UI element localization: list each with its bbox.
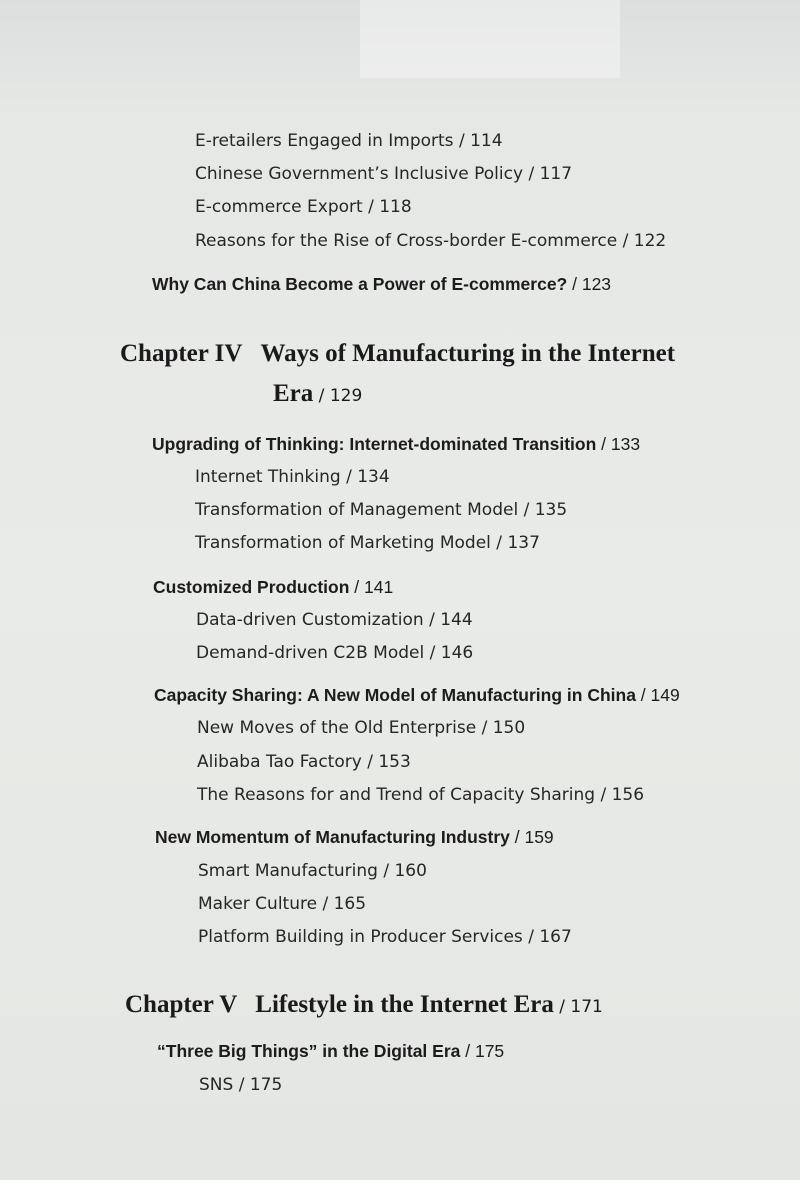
toc-entry: Chinese Government’s Inclusive Policy / 117 <box>195 164 573 184</box>
toc-entry: Smart Manufacturing / 160 <box>198 861 427 881</box>
page-glare <box>360 0 620 78</box>
section-title: Capacity Sharing: A New Model of Manufacturing in China <box>154 685 636 705</box>
chapter-heading-continued <box>273 380 362 408</box>
toc-entry: SNS / 175 <box>199 1075 283 1095</box>
chapter-page: / 171 <box>553 997 603 1017</box>
toc-entry: New Moves of the Old Enterprise / 150 <box>197 718 526 738</box>
section-page: / 123 <box>567 274 612 294</box>
toc-section <box>157 1041 504 1062</box>
chapter-page: / 129 <box>313 386 363 406</box>
toc-entry: Platform Building in Producer Services / 167 <box>198 927 572 947</box>
chapter-heading <box>125 991 603 1019</box>
chapter-title: Ways of Manufacturing in the Internet <box>260 340 676 367</box>
chapter-title: Lifestyle in the Internet Era <box>255 991 554 1018</box>
toc-section <box>152 274 611 295</box>
toc-entry: Internet Thinking / 134 <box>195 467 390 487</box>
section-page: / 175 <box>460 1041 505 1061</box>
chapter-title-continued: Era <box>273 380 314 407</box>
section-page: / 159 <box>509 827 554 847</box>
toc-section <box>153 577 393 598</box>
section-title: Upgrading of Thinking: Internet-dominated Transition <box>152 434 597 454</box>
section-page: / 141 <box>349 577 394 597</box>
toc-entry: Reasons for the Rise of Cross-border E-commerce / 122 <box>195 231 667 251</box>
toc-section <box>155 827 554 848</box>
toc-entry: Data-driven Customization / 144 <box>196 610 473 630</box>
section-title: Why Can China Become a Power of E-commerce? <box>152 274 568 294</box>
toc-section <box>152 434 640 455</box>
chapter-label: Chapter IV <box>120 340 243 367</box>
toc-entry: Transformation of Management Model / 135 <box>195 500 568 520</box>
toc-entry: Maker Culture / 165 <box>198 894 367 914</box>
toc-entry: The Reasons for and Trend of Capacity Sharing / 156 <box>197 785 645 805</box>
toc-entry: Demand-driven C2B Model / 146 <box>196 643 474 663</box>
toc-entry: Transformation of Marketing Model / 137 <box>195 533 540 553</box>
toc-entry: Alibaba Tao Factory / 153 <box>197 752 411 772</box>
section-page: / 149 <box>635 685 680 705</box>
section-title: Customized Production <box>153 577 350 597</box>
section-page: / 133 <box>596 434 641 454</box>
chapter-heading <box>120 340 675 368</box>
toc-entry: E-commerce Export / 118 <box>195 197 412 217</box>
toc-section <box>154 685 680 706</box>
section-title: “Three Big Things” in the Digital Era <box>157 1041 461 1061</box>
toc-entry: E-retailers Engaged in Imports / 114 <box>195 131 503 151</box>
chapter-label: Chapter V <box>125 991 238 1018</box>
section-title: New Momentum of Manufacturing Industry <box>155 827 510 847</box>
